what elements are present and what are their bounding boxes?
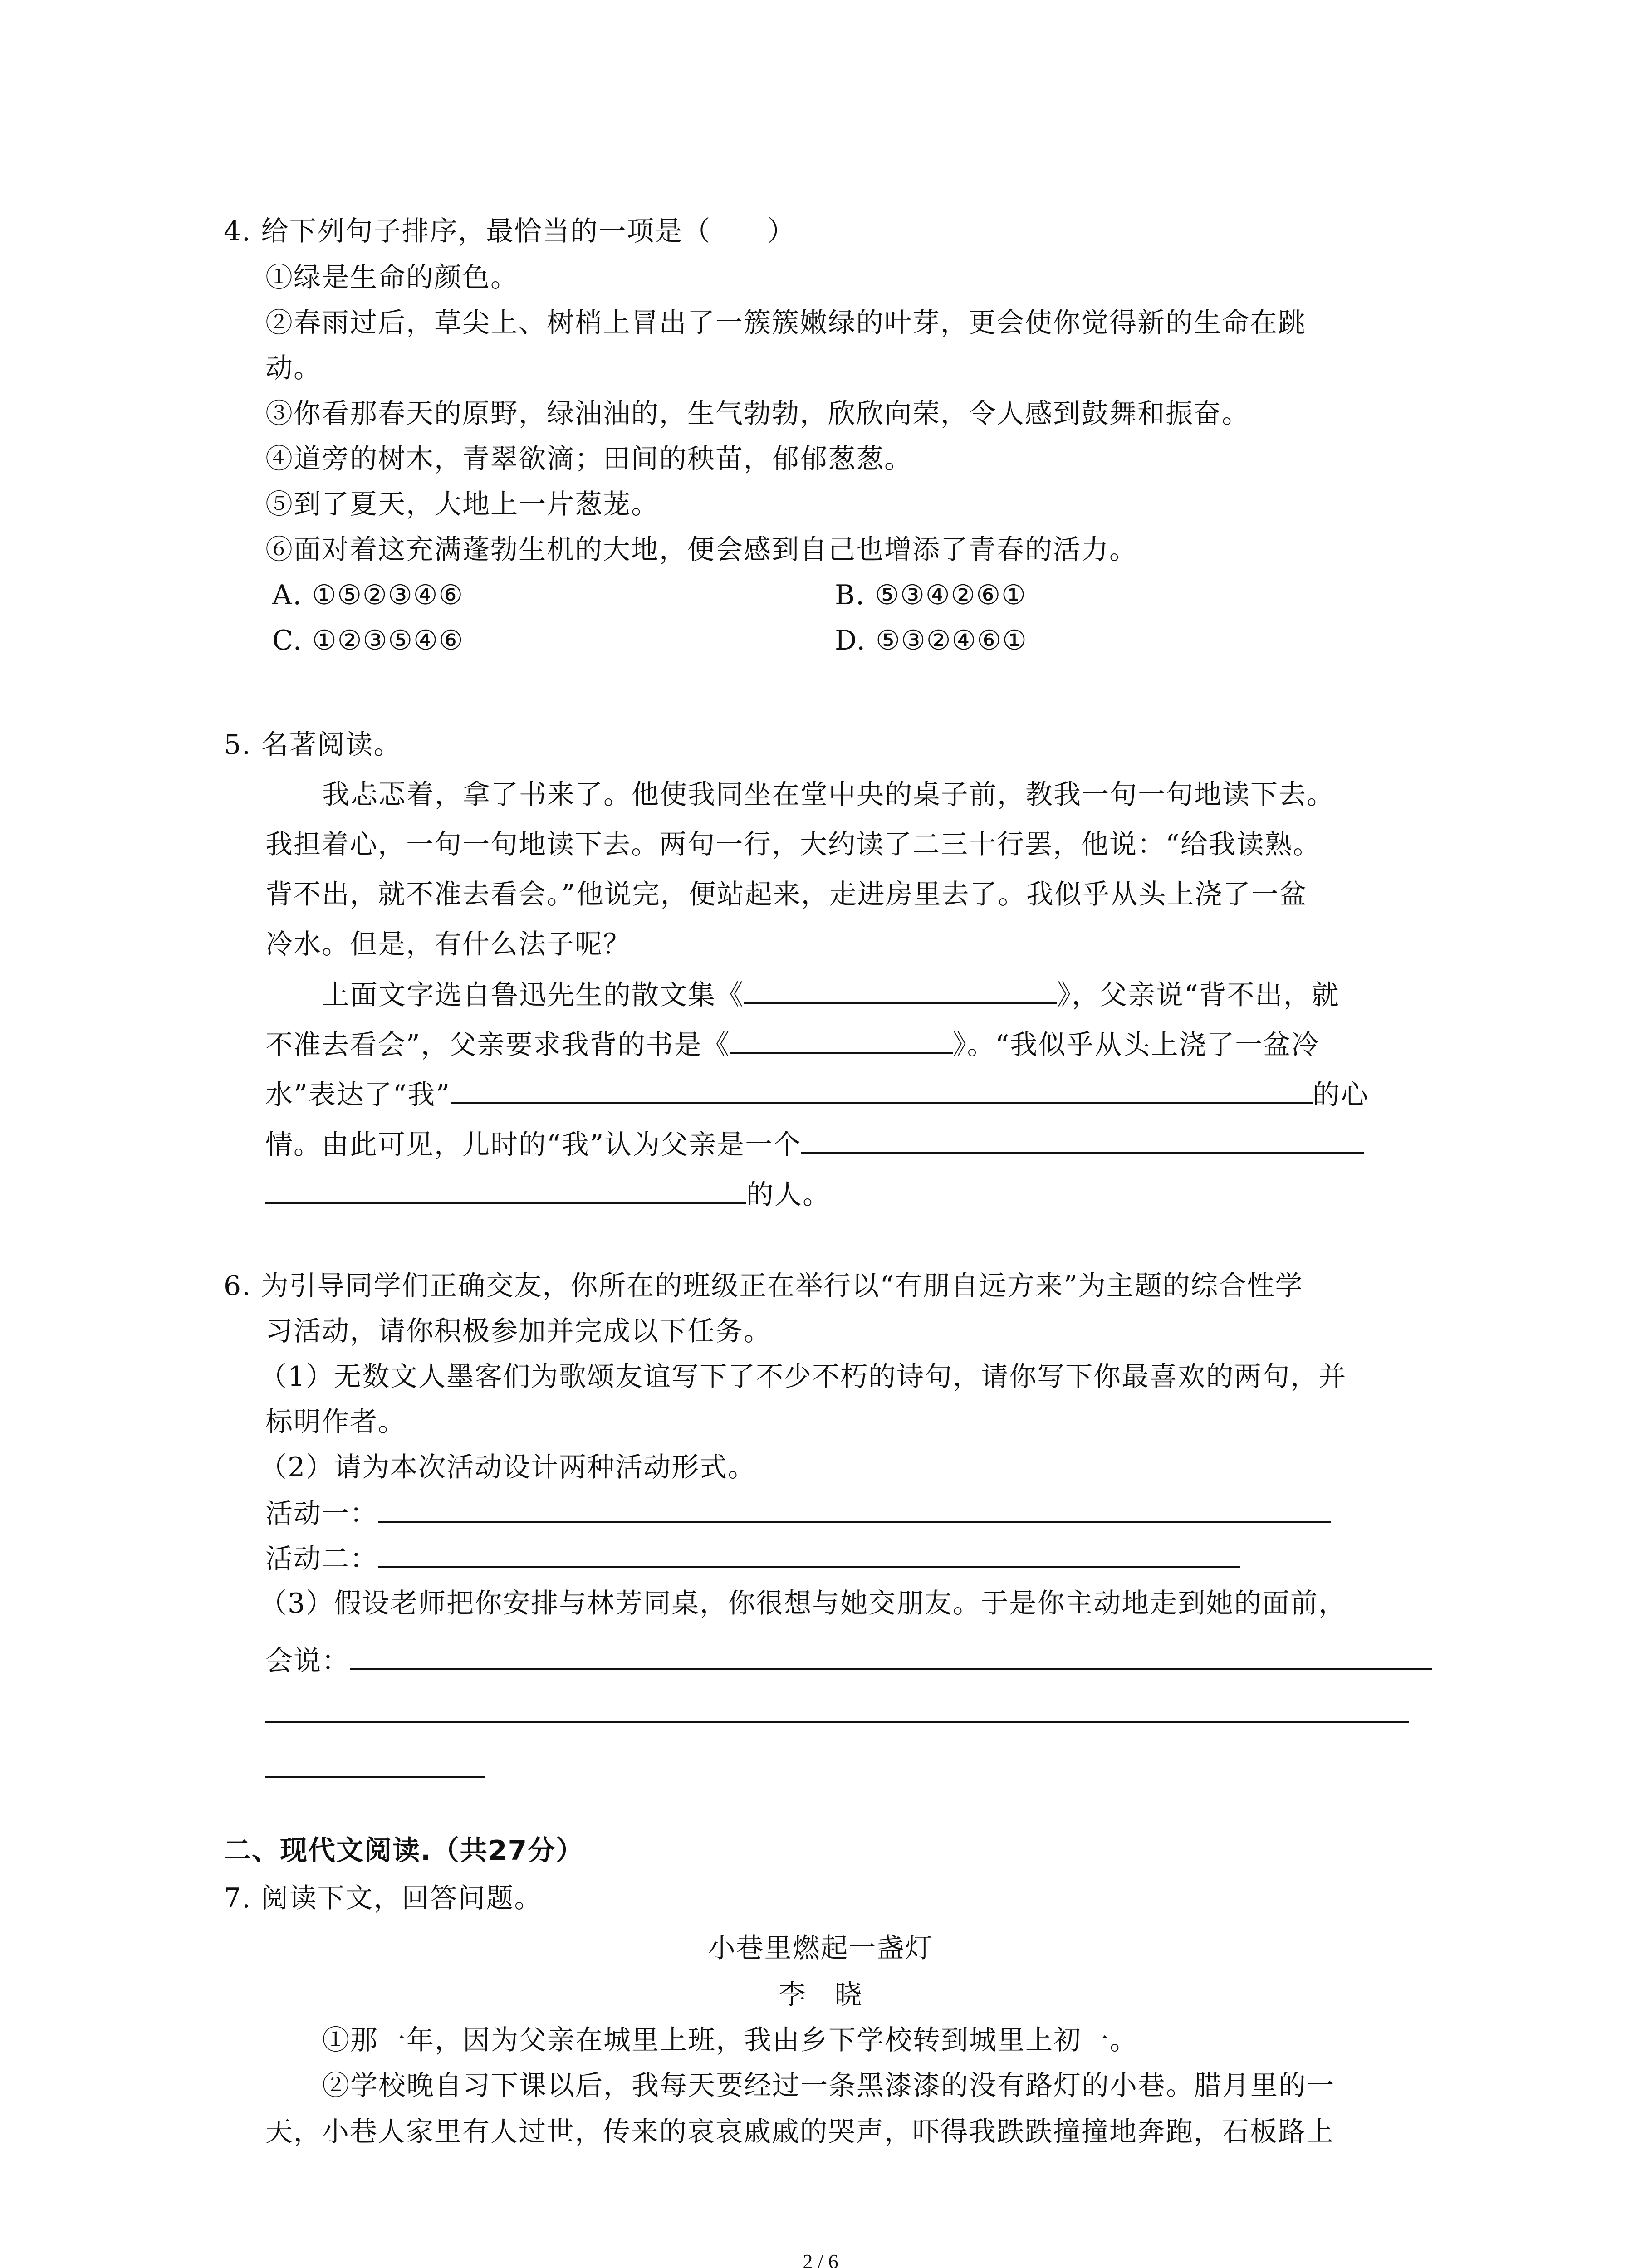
q5-passage-line-3: 背不出，就不准去看会。”他说完，便站起来，走进房里去了。我似乎从头上浇了一盆 xyxy=(265,879,1308,910)
q4-option-c[interactable]: C. ①②③⑤④⑥ xyxy=(272,625,464,656)
q5-task-line-3 xyxy=(265,1076,1369,1113)
q5-task-2-text-a: 不准去看会”，父亲要求我背的书是《 xyxy=(265,1029,730,1061)
q4-sentence-4: ④道旁的树木，青翠欲滴；田间的秧苗，郁郁葱葱。 xyxy=(265,443,912,475)
activity-1-row xyxy=(265,1495,1331,1532)
q6-task-3: （3）假设老师把你安排与林芳同桌，你很想与她交朋友。于是你主动地走到她的面前， xyxy=(260,1588,1347,1619)
q4-sentence-6: ⑥面对着这充满蓬勃生机的大地，便会感到自己也增添了青春的活力。 xyxy=(265,534,1137,566)
q6-task-2: （2）请为本次活动设计两种活动形式。 xyxy=(260,1452,756,1483)
q5-task-2-text-b: 》。“我似乎从头上浇了一盆冷 xyxy=(952,1029,1320,1061)
father-description-blank[interactable] xyxy=(801,1126,1364,1154)
say-blank-line-2[interactable] xyxy=(265,1721,1409,1723)
q6-stem-line-1: 6. 为引导同学们正确交友，你所在的班级正在举行以“有朋自远方来”为主题的综合性学 xyxy=(224,1270,1303,1302)
q5-task-1-text-a: 上面文字选自鲁迅先生的散文集《 xyxy=(322,979,744,1011)
activity-2-blank[interactable] xyxy=(378,1540,1240,1568)
q5-passage-line-4: 冷水。但是，有什么法子呢？ xyxy=(265,929,631,960)
q4-sentence-2-cont: 动。 xyxy=(265,352,322,384)
q4-sentence-5: ⑤到了夏天，大地上一片葱茏。 xyxy=(265,489,659,520)
section-heading: 二、现代文阅读.（共27分） xyxy=(224,1835,584,1867)
q5-task-3-text-b: 的心 xyxy=(1313,1079,1369,1111)
say-blank-line-3[interactable] xyxy=(265,1776,485,1778)
q5-task-4-text-a: 情。由此可见，儿时的“我”认为父亲是一个 xyxy=(265,1129,802,1161)
q5-passage-line-2: 我担着心，一句一句地读下去。两句一行，大约读了二三十行罢，他说：“给我读熟。 xyxy=(265,829,1321,860)
q5-task-line-2 xyxy=(265,1026,1319,1063)
q6-task-1-line-1: （1）无数文人墨客们为歌颂友谊写下了不少不朽的诗句，请你写下你最喜欢的两句，并 xyxy=(260,1361,1347,1393)
father-description-blank-cont[interactable] xyxy=(265,1176,746,1204)
say-blank[interactable] xyxy=(350,1642,1432,1670)
q4-sentence-1: ①绿是生命的颜色。 xyxy=(265,262,519,293)
q5-task-1-text-b: 》，父亲说“背不出，就 xyxy=(1057,979,1340,1011)
activity-2-label: 活动二： xyxy=(265,1543,378,1575)
page-number: 2 / 6 xyxy=(803,2250,838,2268)
article-author: 李 晓 xyxy=(778,1979,863,2011)
essay-collection-blank[interactable] xyxy=(744,976,1057,1004)
say-label: 会说： xyxy=(265,1645,350,1677)
q6-task-1-line-2: 标明作者。 xyxy=(265,1406,406,1438)
q7-stem: 7. 阅读下文，回答问题。 xyxy=(224,1882,543,1914)
q5-task-line-1 xyxy=(322,976,1340,1013)
q5-task-5-text: 的人。 xyxy=(746,1179,831,1211)
q4-sentence-2: ②春雨过后，草尖上、树梢上冒出了一簇簇嫩绿的叶芽，更会使你觉得新的生命在跳 xyxy=(265,307,1306,339)
article-paragraph-2: ②学校晚自习下课以后，我每天要经过一条黑漆漆的没有路灯的小巷。腊月里的一 xyxy=(322,2070,1335,2102)
article-title: 小巷里燃起一盏灯 xyxy=(708,1932,933,1964)
q6-stem-line-2: 习活动，请你积极参加并完成以下任务。 xyxy=(265,1315,772,1347)
activity-1-label: 活动一： xyxy=(265,1498,378,1530)
q5-passage-line-1: 我忐忑着，拿了书来了。他使我同坐在堂中央的桌子前，教我一句一句地读下去。 xyxy=(322,779,1335,811)
mood-blank[interactable] xyxy=(451,1076,1313,1104)
q5-stem: 5. 名著阅读。 xyxy=(224,729,402,761)
q5-task-line-4 xyxy=(265,1126,1364,1163)
q4-stem: 4. 给下列句子排序，最恰当的一项是（ ） xyxy=(224,215,796,247)
q4-option-a[interactable]: A. ①⑤②③④⑥ xyxy=(272,579,464,611)
q5-task-3-text-a: 水”表达了“我” xyxy=(265,1079,451,1111)
activity-1-blank[interactable] xyxy=(378,1495,1331,1523)
article-paragraph-1: ①那一年，因为父亲在城里上班，我由乡下学校转到城里上初一。 xyxy=(322,2024,1138,2056)
say-row xyxy=(265,1642,1432,1679)
book-title-blank[interactable] xyxy=(730,1026,953,1054)
article-paragraph-2-cont: 天，小巷人家里有人过世，传来的哀哀戚戚的哭声，吓得我跌跌撞撞地奔跑，石板路上 xyxy=(265,2116,1334,2148)
q4-option-b[interactable]: B. ⑤③④②⑥① xyxy=(835,579,1027,611)
q5-task-line-5 xyxy=(265,1176,831,1213)
q4-option-d[interactable]: D. ⑤③②④⑥① xyxy=(835,625,1028,656)
activity-2-row xyxy=(265,1540,1240,1577)
q4-sentence-3: ③你看那春天的原野，绿油油的，生气勃勃，欣欣向荣，令人感到鼓舞和振奋。 xyxy=(265,398,1250,430)
